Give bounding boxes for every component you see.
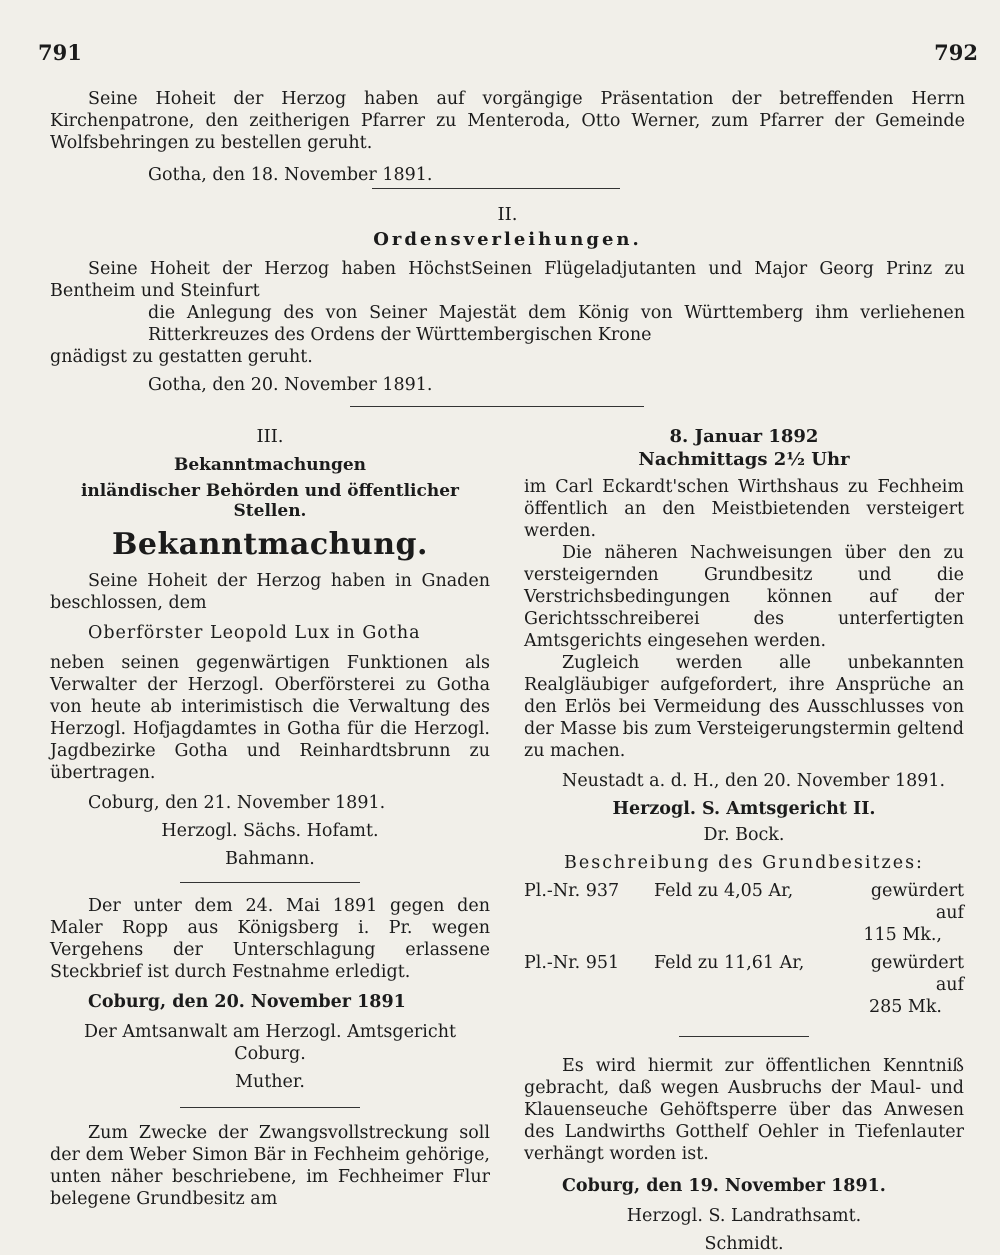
parcel-number: Pl.-Nr. 937 xyxy=(524,881,620,901)
parcel-value: 115 Mk., xyxy=(863,925,942,945)
divider-rule xyxy=(180,1107,360,1108)
property-row xyxy=(524,880,964,924)
announcement-body: neben seinen gegenwärtigen Funktionen als Verwalter der Herzogl. Oberförsterei zu Gotha von heute ab interimistisch die Verwaltung des Herzogl. Hofjagdamtes in Gotha für die Herzogl. Jagdbezirke Gotha und Reinhardtsbrunn zu übertragen. xyxy=(50,653,490,783)
quarantine-notice: Es wird hiermit zur öffentlichen Kenntniß gebracht, daß wegen Ausbruchs der Maul- und Klauenseuche Gehöftsperre über das Anwesen des Landwirths Gotthelf Oehler in Tiefenlauter verhängt worden ist. xyxy=(524,1056,964,1164)
warrant-authority: Der Amtsanwalt am Herzogl. Amtsgericht Coburg. xyxy=(84,1022,456,1064)
divider-rule xyxy=(350,406,644,407)
property-row-value xyxy=(524,924,964,946)
section-iii-number: III. xyxy=(256,426,284,447)
parcel-number: Pl.-Nr. 951 xyxy=(524,953,620,973)
section-ii-number: II. xyxy=(497,204,518,225)
section-iii-title-1: Bekanntmachungen xyxy=(173,455,367,475)
parcel-value: 285 Mk. xyxy=(868,997,942,1017)
top-announcement xyxy=(50,88,965,186)
section-ii xyxy=(50,204,965,396)
page-number-left: 791 xyxy=(38,40,82,65)
bekanntmachung-heading: Bekanntmachung. xyxy=(112,527,428,562)
property-description-title: Beschreibung des Grundbesitzes: xyxy=(564,853,924,873)
divider-rule xyxy=(372,188,620,189)
announcement-person: Oberförster Leopold Lux in Gotha xyxy=(88,623,421,643)
property-table xyxy=(524,880,964,1018)
section-iii-title-2: inländischer Behörden und öffentlicher Stellen. xyxy=(80,481,460,521)
auction-date: 8. Januar 1892 xyxy=(669,426,819,447)
auction-intro: Zum Zwecke der Zwangsvollstreckung soll der dem Weber Simon Bär in Fechheim gehörige, unten näher beschriebene, im Fechheimer Flur belegene Grundbesitz am xyxy=(50,1123,490,1209)
parcel-size: Feld zu 4,05 Ar, xyxy=(654,881,794,901)
parcel-valuation-label: gewürdert auf xyxy=(870,953,964,995)
auction-location: im Carl Eckardt'schen Wirthshaus zu Fechheim öffentlich an den Meistbietenden versteigert werden. xyxy=(524,477,964,541)
warrant-signer: Muther. xyxy=(235,1072,305,1092)
property-row xyxy=(524,952,964,996)
quarantine-date: Coburg, den 19. November 1891. xyxy=(562,1176,886,1196)
section-ii-date: Gotha, den 20. November 1891. xyxy=(148,375,433,395)
left-column xyxy=(50,426,490,1210)
divider-rule xyxy=(679,1036,809,1037)
quarantine-signer: Schmidt. xyxy=(704,1234,784,1254)
right-column xyxy=(524,426,964,1255)
warrant-notice: Der unter dem 24. Mai 1891 gegen den Maler Ropp aus Königsberg i. Pr. wegen Vergehens der Unterschlagung erlassene Steckbrief ist durch Festnahme erledigt. xyxy=(50,896,490,982)
quarantine-authority: Herzogl. S. Landrathsamt. xyxy=(626,1206,862,1226)
announcement-intro: Seine Hoheit der Herzog haben in Gnaden beschlossen, dem xyxy=(50,571,490,613)
auction-documents: Die näheren Nachweisungen über den zu versteigernden Grundbesitz und die Verstrichsbedingungen können auf der Gerichtsschreiberei des unterfertigten Amtsgerichts eingesehen werden. xyxy=(524,543,964,651)
section-ii-text-1: Seine Hoheit der Herzog haben HöchstSeinen Flügeladjutanten und Major Georg Prinz zu Bentheim und Steinfurt xyxy=(50,259,965,301)
parcel-size: Feld zu 11,61 Ar, xyxy=(654,953,805,973)
section-ii-text-3: gnädigst zu gestatten geruht. xyxy=(50,347,313,367)
announcement-date: Coburg, den 21. November 1891. xyxy=(88,793,386,813)
property-row-value xyxy=(524,996,964,1018)
divider-rule xyxy=(180,882,360,883)
announcement-signer: Bahmann. xyxy=(225,849,315,869)
auction-signer: Dr. Bock. xyxy=(703,825,785,845)
section-ii-text-2: die Anlegung des von Seiner Majestät dem König von Württemberg ihm verliehenen Ritterkreuzes des Ordens der Württembergischen Krone xyxy=(148,303,965,345)
auction-creditors: Zugleich werden alle unbekannten Realgläubiger aufgefordert, ihre Ansprüche an den Erlös bei Vermeidung des Ausschlusses von der Masse bis zum Versteigerungstermin geltend zu machen. xyxy=(524,653,964,761)
top-announcement-text: Seine Hoheit der Herzog haben auf vorgängige Präsentation der betreffenden Herrn Kirchenpatrone, den zeitherigen Pfarrer zu Menteroda, Otto Werner, zum Pfarrer der Gemeinde Wolfsbehringen zu bestellen geruht. xyxy=(50,89,965,153)
section-ii-title: Ordensverleihungen. xyxy=(373,229,642,250)
parcel-valuation-label: gewürdert auf xyxy=(870,881,964,923)
auction-place-date: Neustadt a. d. H., den 20. November 1891. xyxy=(562,771,946,791)
top-announcement-date: Gotha, den 18. November 1891. xyxy=(148,165,433,185)
auction-court: Herzogl. S. Amtsgericht II. xyxy=(612,799,876,819)
page-number-right: 792 xyxy=(934,40,978,65)
announcement-authority: Herzogl. Sächs. Hofamt. xyxy=(161,821,379,841)
auction-time: Nachmittags 2½ Uhr xyxy=(638,449,850,470)
warrant-date: Coburg, den 20. November 1891 xyxy=(88,992,406,1012)
